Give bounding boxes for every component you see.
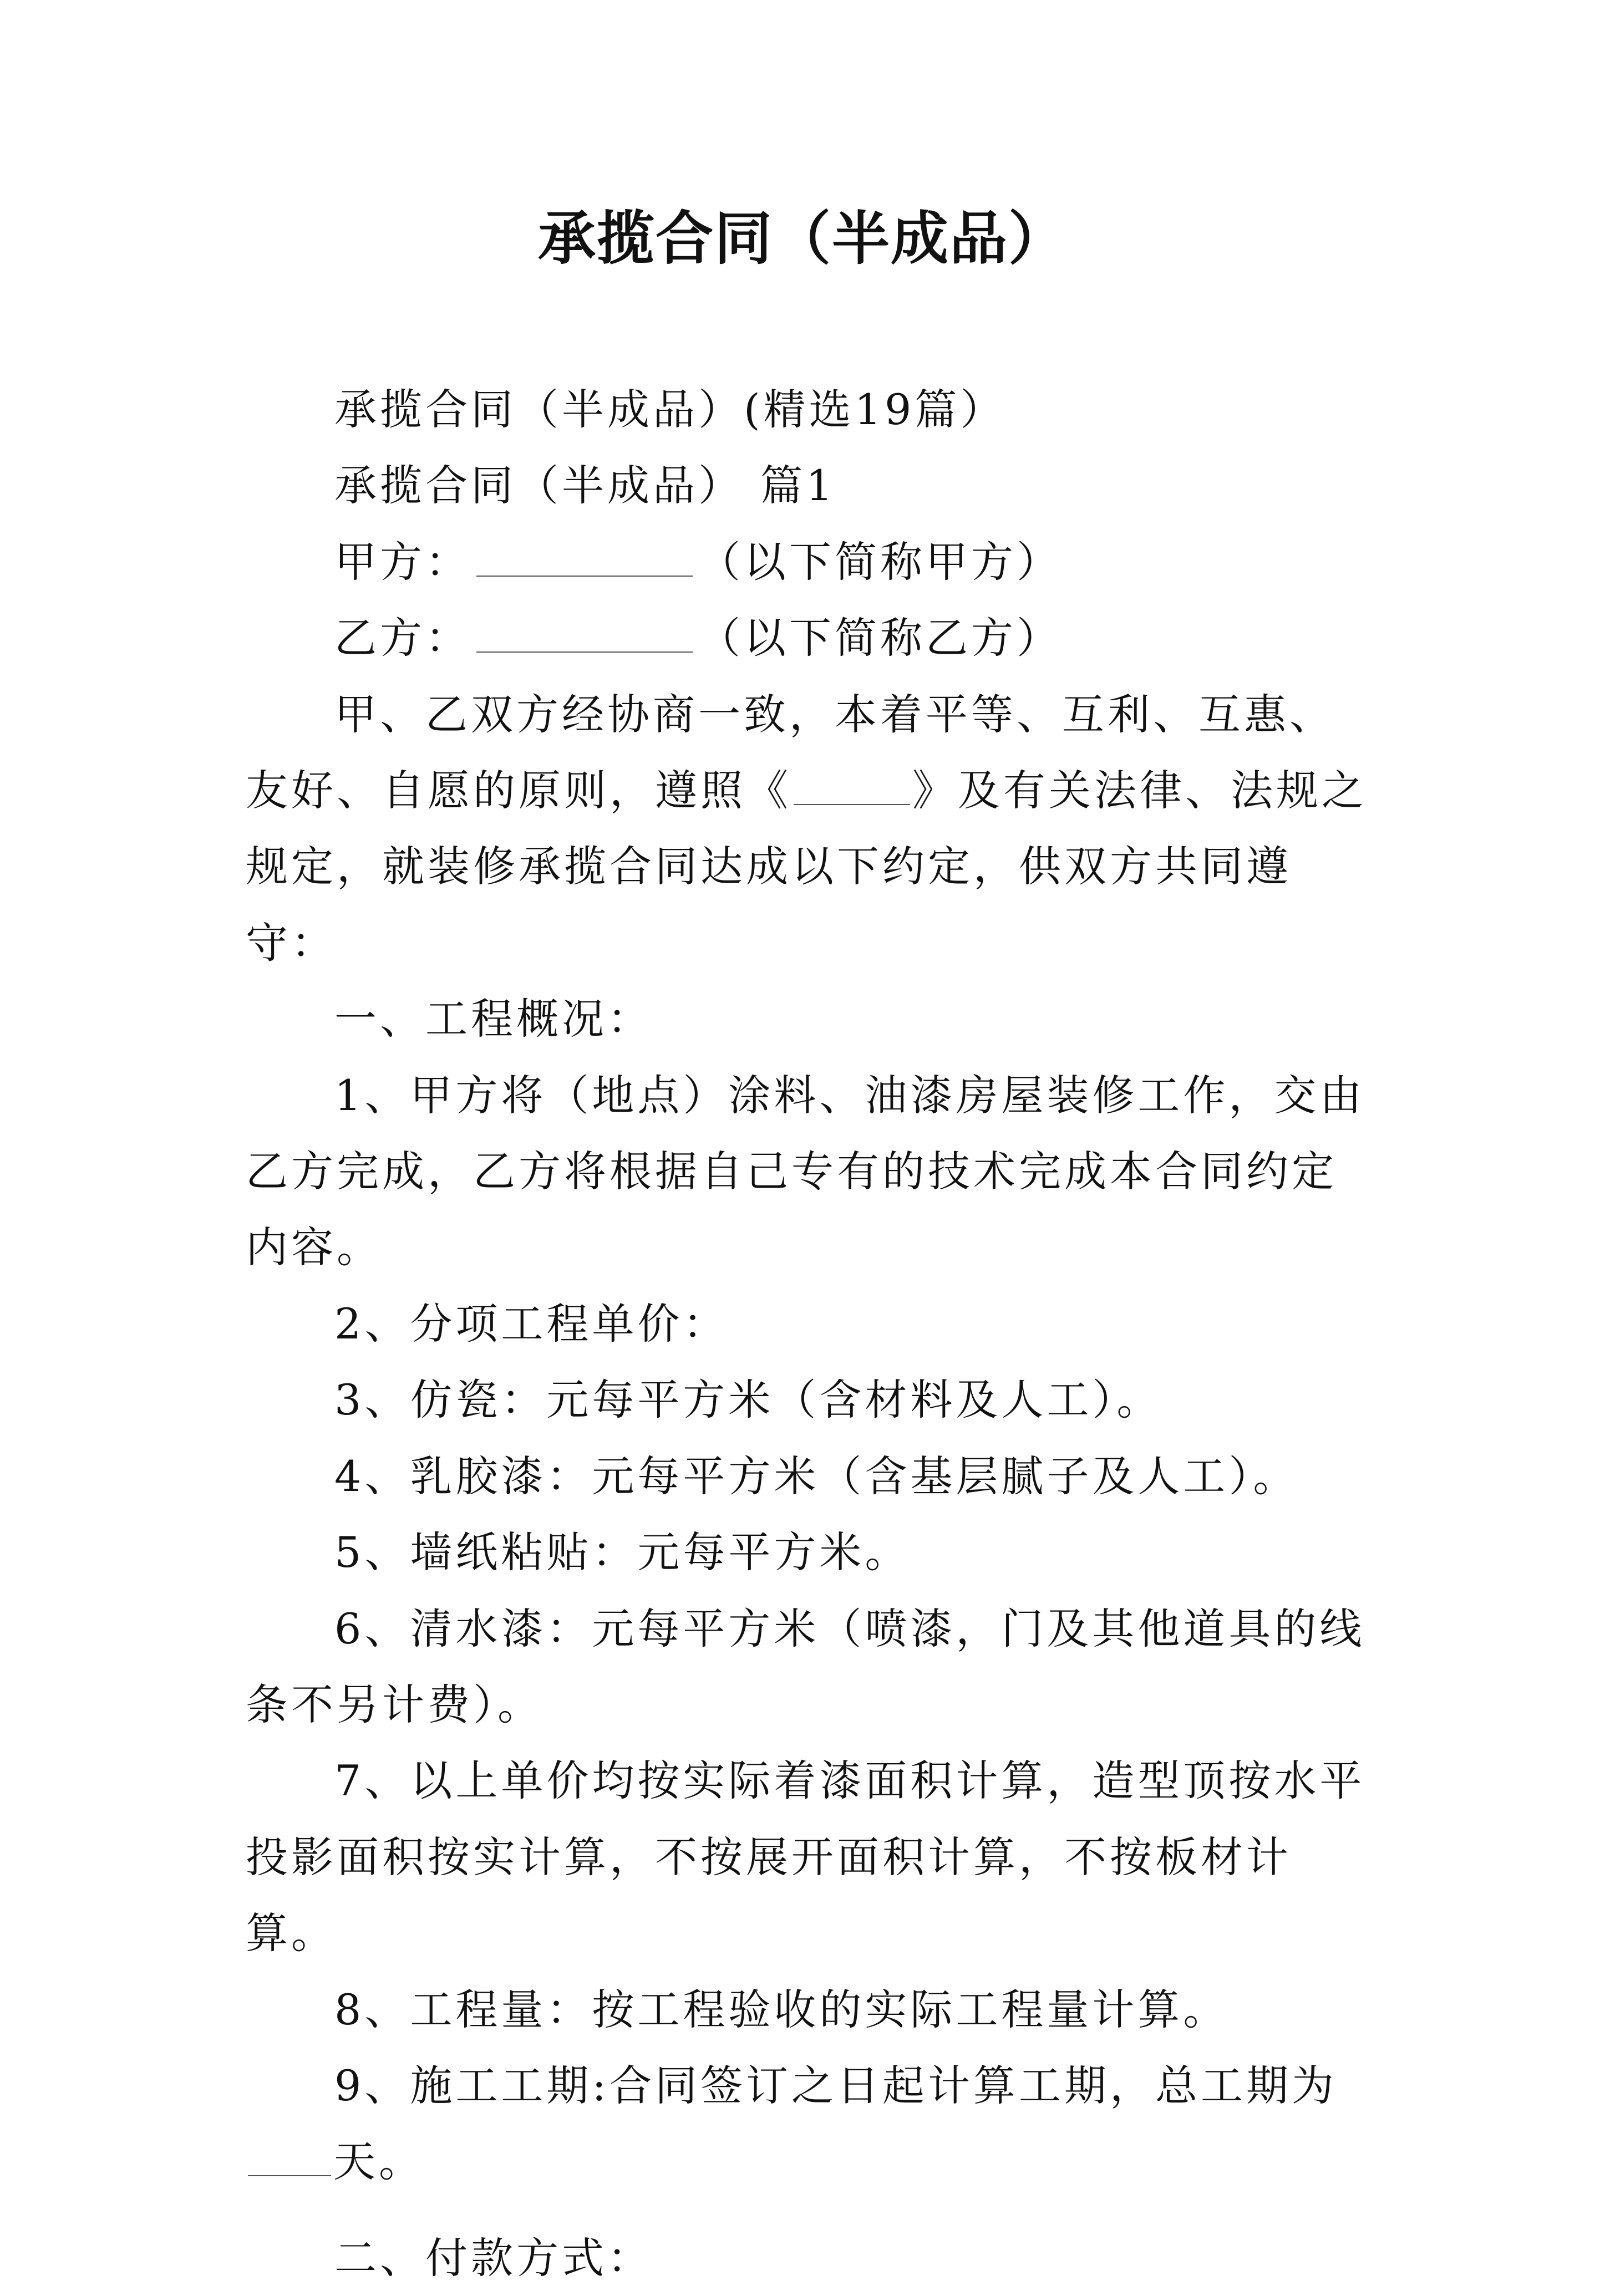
party-b-note: （以下简称乙方） (698, 613, 1062, 663)
party-a-label: 甲方： (334, 537, 471, 587)
clause-9 (246, 2048, 1377, 2200)
preamble-text-b: 》及有关法律、法规之规定，就装修承揽合同达成以下约定，供双方共同遵守： (246, 766, 1367, 968)
clause-4: 4、乳胶漆：元每平方米（含基层腻子及人工）。 (334, 1451, 1299, 1501)
paragraph-chapter-heading: 承揽合同（半成品） 篇1 (334, 461, 836, 511)
paragraph-preamble (246, 676, 1377, 981)
party-b-line (246, 600, 1377, 676)
section-heading-payment: 二、付款方式： (334, 2233, 653, 2283)
clause-6: 6、清水漆：元每平方米（喷漆，门及其他道具的线条不另计费）。 (246, 1603, 1365, 1729)
document-title: 承揽合同（半成品） (537, 204, 1067, 272)
clause-3: 3、仿瓷：元每平方米（含材料及人工）。 (334, 1375, 1162, 1425)
clause-7: 7、以上单价均按实际着漆面积计算，造型顶按水平投影面积按实计算，不按展开面积计算，不按板材计算。 (246, 1756, 1365, 1958)
clause-9-text-b: 天。 (333, 2137, 424, 2187)
clause-9-text-a: 9、施工工期:合同签订之日起计算工期，总工期为 (334, 2060, 1337, 2110)
preamble-text-a: 甲、乙双方经协商一致，本着平等、互利、互惠、友好、自愿的原则，遵照《 (246, 689, 1335, 816)
party-b-blank (476, 614, 693, 653)
section-heading-overview: 一、工程概况： (334, 994, 653, 1044)
clause-2: 2、分项工程单价： (334, 1299, 729, 1348)
party-a-blank (476, 537, 693, 576)
clause-8: 8、工程量：按工程验收的实际工程量计算。 (334, 1984, 1229, 2034)
duration-blank (248, 2137, 331, 2176)
party-b-label: 乙方： (334, 613, 471, 663)
party-a-note: （以下简称甲方） (698, 537, 1062, 587)
law-name-blank (794, 766, 910, 805)
paragraph-collection-title: 承揽合同（半成品）(精选19篇） (334, 385, 1006, 434)
clause-1: 1、甲方将（地点）涂料、油漆房屋装修工作，交由乙方完成，乙方将根据自己专有的技术完成本合同约定内容。 (246, 1070, 1365, 1272)
document-body (246, 371, 1377, 2296)
clause-5: 5、墙纸粘贴：元每平方米。 (334, 1528, 911, 1577)
party-a-line (246, 524, 1377, 600)
